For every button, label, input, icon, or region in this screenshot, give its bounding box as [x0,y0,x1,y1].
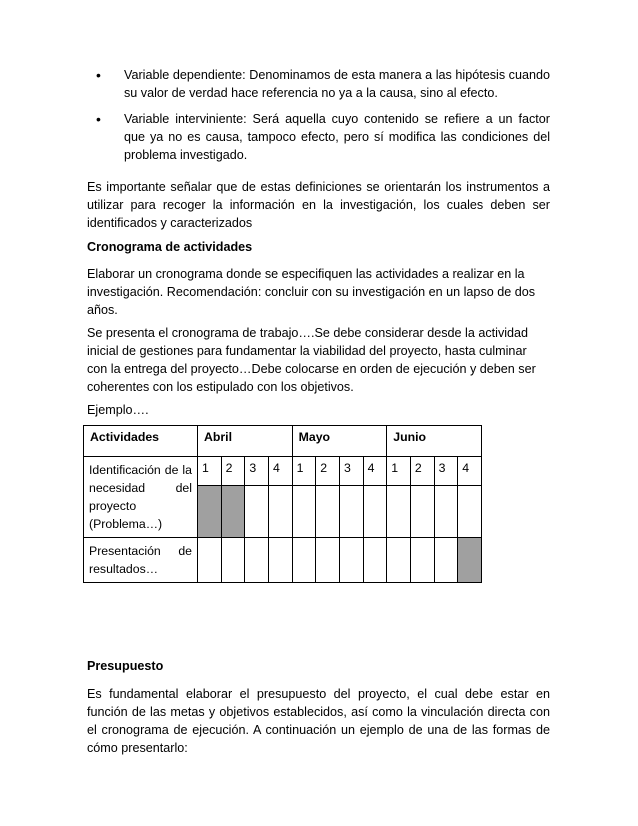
header-month-mayo: Mayo [292,426,387,457]
schedule-cell [198,538,222,583]
paragraph-presenta: Se presenta el cronograma de trabajo….Se debe considerar desde la actividad inicial de gestiones para fundamentar la viabilidad del proyecto, hasta culminar con la entrega del proyecto…Debe colocarse en orden de ejecución y deben ser coherentes con los estipulado con los objetivos. [87,326,536,394]
activity-cell: Presentación de resultados… [84,538,198,583]
week-cell: 4 [363,457,387,486]
schedule-cell [245,538,269,583]
paragraph-ejemplo: Ejemplo…. [87,403,149,417]
schedule-cell [434,538,458,583]
table-header-row [84,426,482,457]
schedule-cell [339,538,363,583]
week-cell: 3 [339,457,363,486]
week-cell: 3 [434,457,458,486]
schedule-cell [245,486,269,538]
schedule-cell-shaded [198,486,222,538]
cronograma-table [83,425,482,583]
paragraph-elaborar: Elaborar un cronograma donde se especifiquen las actividades a realizar en la investigación. Recomendación: concluir con su investigación en un lapso de dos años. [87,267,536,317]
bullet-text: Variable dependiente: Denominamos de esta manera a las hipótesis cuando su valor de verdad hace referencia no ya a la causa, sino al efecto. [124,68,550,100]
bullet-variable-interviniente [88,110,550,164]
week-cell: 1 [387,457,411,486]
schedule-cell [292,486,316,538]
header-actividades: Actividades [84,426,198,457]
schedule-cell [339,486,363,538]
paragraph-presupuesto: Es fundamental elaborar el presupuesto del proyecto, el cual debe estar en función de las metas y objetivos establecidos, así como la vinculación directa con el cronograma de ejecución. A continuación un ejemplo de una de las formas de cómo presentarlo: [87,687,550,755]
week-cell: 1 [198,457,222,486]
variables-bullet-list [88,66,550,172]
week-cell: 2 [221,457,245,486]
heading-cronograma: Cronograma de actividades [87,240,253,254]
schedule-cell [410,538,434,583]
heading-presupuesto: Presupuesto [87,659,164,673]
week-cell: 4 [458,457,482,486]
week-cell: 4 [268,457,292,486]
header-month-junio: Junio [387,426,482,457]
schedule-cell [316,538,340,583]
bullet-dot-icon: • [96,67,101,83]
bullet-dot-icon: • [96,111,101,127]
schedule-cell [268,486,292,538]
table-row-identificacion [84,457,482,486]
schedule-cell [387,486,411,538]
week-cell: 2 [316,457,340,486]
schedule-cell [268,538,292,583]
schedule-cell [434,486,458,538]
schedule-cell [363,538,387,583]
schedule-cell [363,486,387,538]
schedule-cell [221,538,245,583]
header-month-abril: Abril [198,426,293,457]
paragraph-definiciones: Es importante señalar que de estas definiciones se orientarán los instrumentos a utilizar para recoger la información en la investigación, los cuales deben ser identificados y caracterizados [87,180,550,230]
schedule-cell [387,538,411,583]
schedule-cell [316,486,340,538]
table-row-presentacion [84,538,482,583]
schedule-cell-shaded [221,486,245,538]
week-cell: 1 [292,457,316,486]
schedule-cell [292,538,316,583]
week-cell: 3 [245,457,269,486]
schedule-cell [410,486,434,538]
bullet-text: Variable interviniente: Será aquella cuyo contenido se refiere a un factor que ya no es causa, tampoco efecto, pero sí modifica las condiciones del problema investigado. [124,112,550,162]
bullet-variable-dependiente [88,66,550,102]
schedule-cell [458,486,482,538]
schedule-cell-shaded [458,538,482,583]
week-cell: 2 [410,457,434,486]
activity-cell: Identificación de la necesidad del proyecto (Problema…) [84,457,198,538]
